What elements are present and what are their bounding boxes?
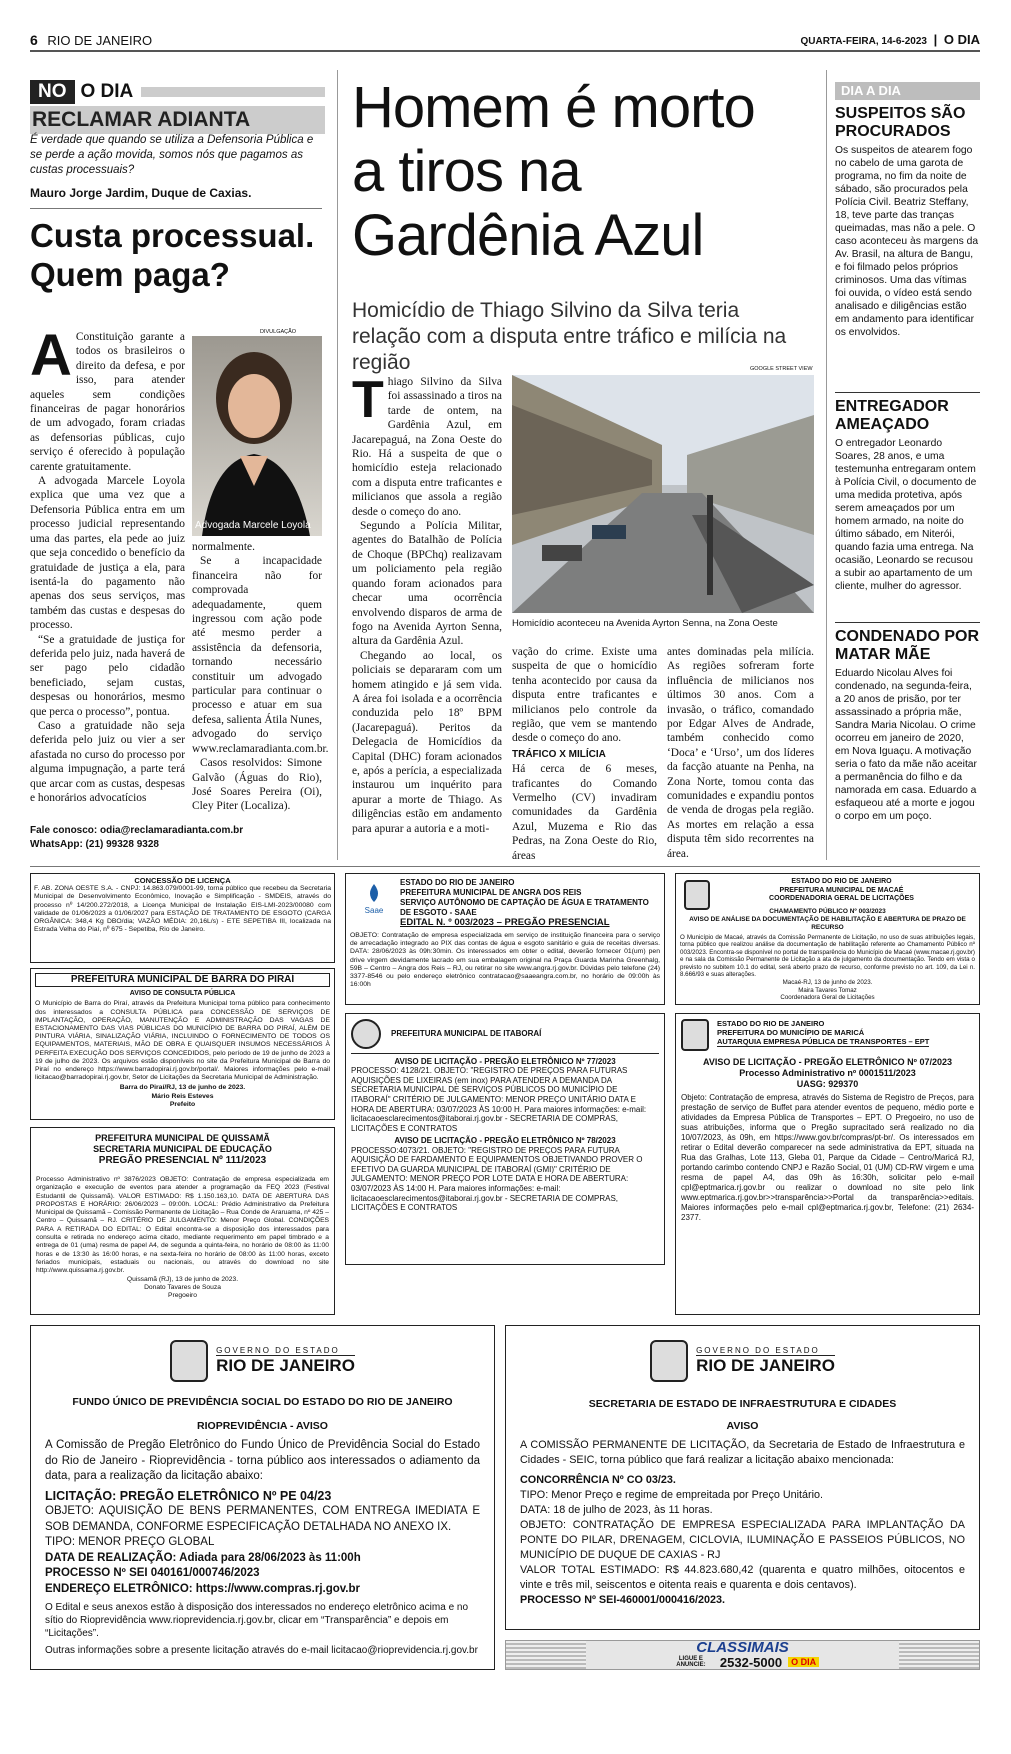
street-scene-icon [512, 375, 814, 613]
ad-quissama-sign2: Donato Tavares de Souza [144, 1283, 221, 1291]
column-body-left [30, 323, 185, 804]
contact-email: Fale conosco: odia@reclamaradianta.com.br [30, 825, 244, 836]
saae-logo [352, 882, 396, 916]
rio-intro: A Comissão de Pregão Eletrônico do Fundo Único de Previdência Social do Estado do Rio de Janeiro - Rioprevidência - torna público aos interessados o adiamento da data, para a realização da licitação abaixo: [45, 1439, 480, 1482]
column-p3: “Se a gratuidade de justiça for deferida pelo juiz, nada haverá de ser pago pelo cidadão beneficiado, sejam custas, despesas ou honorários, mesmo que perca o processo”, pontua. [30, 633, 185, 718]
divider [835, 622, 980, 623]
main-dropcap: T [352, 371, 384, 429]
ad-quissama-sign1: Quissamã (RJ), 13 de junho de 2023. [126, 1275, 239, 1283]
rio-l1: LICITAÇÃO: PREGÃO ELETRÔNICO Nº PE 04/23 [45, 1488, 332, 1503]
sidebar-title-3: CONDENADO POR MATAR MÃE [835, 628, 980, 663]
ad-marica-title3: AUTARQUIA EMPRESA PÚBLICA DE TRANSPORTES – EPT [717, 1037, 930, 1046]
ad-quissama-text: Processo Administrativo nº 3876/2023 OBJETO: Contratação de empresa especializada em organização e execução de eventos para atender a programação da FEQ 2023 (Festival Estudantil de Quissamã). VALOR ESTIMADO: R$ 1.150.163,10. DATA DE ABERTURA DAS PROPOSTAS E HORÁRIO: 26/06/2023 – 09:00h. LOCAL: Prédio Administrativo da Prefeitura Municipal de Quissamã – Comissão Permanente de Licitação – Rua Conde de Araruama, nº 425 – Centro – Quissamã – RJ. CRITÉRIO DE JULGAMENTO: Menor Preço Global. CONDIÇÕES PARA A RETIRADA DO EDITAL: O Edital encontra-se a disposição dos interessados para consulta e retirada no endereço acima citado, mediante requerimento em papel timbrado e a entrega de 01 (uma) resma de papel A4, de segunda a quinta-feira, no horário de 08:00 às 11:00 horas e de 13:30 às 16:00 horas, e na sexta-feira no horário de 08:00 às 11:00 horas, exceto feriados municipais, estaduais ou nacionais, ou através do download no site http://www.quissama.rj.gov.br. [36, 1176, 329, 1275]
column-separator [337, 70, 338, 860]
section-name: RIO DE JANEIRO [47, 33, 153, 48]
ad-itaborai [345, 1013, 665, 1265]
gov-line1: GOVERNO DO ESTADO [216, 1346, 355, 1356]
sidebar-text-3: Eduardo Nicolau Alves foi condenado, na segunda-feira, a 20 anos de prisão, por ter assassinado a própria mãe, Sandra Maria Nicolau. O crime ocorreu em janeiro de 2020, em Nova Iguaçu. A motivação seria o fato da mãe não aceitar a permanência do filho e da namorada em casa. Eduardo a esfaqueou até a morte e jogou o corpo em um poço. [835, 668, 977, 822]
sidebar-text-1: Os suspeitos de atearem fogo no cabelo de uma garota de programa, no fim da noite de sábado, são procurados pela Polícia Civil. Beatriz Steffany, 18, teve parte das tranças queimadas, mas não a pele. O caso aconteceu às margens da Av. Brasil, na altura de Bangu, e foi filmado pelos próprios criminosos. Uma das vítimas foi ouvida, o vídeo está sendo analisado e diligências estão em andamento para identificar os envolvidos. [835, 145, 979, 338]
water-drop-icon [352, 882, 396, 904]
column-p7: Casos resolvidos: Simone Galvão (Águas do Rio), José Soares Pereira (Oi), Cley Piter (Localiza). [192, 757, 322, 813]
sidebar-story-1 [835, 105, 980, 339]
column-p6: Se a incapacidade financeira não for comprovada adequadamente, quem ingressou com ação pode até mesmo perder a assistência da defensoria, tornando necessário constituir um advogado particular para continuar o processo e atuar em sua defesa, salienta Átila Nunes, advogado do serviço www.reclamaradianta.com.br. [192, 555, 329, 755]
main-headline: Homem é morto a tiros na Gardênia Azul [352, 75, 755, 268]
rio-l3: TIPO: MENOR PREÇO GLOBAL [45, 1536, 215, 1548]
main-c2head: TRÁFICO X MILÍCIA [512, 748, 606, 760]
ad-macae-signature [680, 979, 975, 1002]
ad-itaborai-h2: AVISO DE LICITAÇÃO - PREGÃO ELETRÔNICO Nº 78/2023 [394, 1136, 616, 1146]
column-signature: Mauro Jorge Jardim, Duque de Caxias. [30, 186, 252, 200]
ad-barra-sign3: Prefeito [169, 1100, 196, 1108]
ads-separator [30, 866, 980, 867]
main-col3 [667, 645, 814, 863]
classimais-odia: O DIA [788, 1657, 819, 1667]
column-kicker: RECLAMAR ADIANTA [30, 106, 325, 134]
main-subtitle: Homicídio de Thiago Silvino da Silva teria relação com a disputa entre tráfico e milícia na região [352, 299, 787, 374]
main-c2p1: vação do crime. Existe uma suspeita de que o homicídio tenha acontecido por causa da disputa entre traficantes e milicianos pelo controle da região, que vem se mantendo desde o começo do ano. [512, 646, 657, 745]
seic-l3: DATA: 18 de julho de 2023, às 11 horas. [520, 1504, 713, 1516]
ad-barra-sub: AVISO DE CONSULTA PÚBLICA [129, 990, 236, 998]
rio-sub: RIOPREVIDÊNCIA - AVISO [197, 1420, 328, 1432]
seic-body [520, 1438, 965, 1608]
ad-saae-text: OBJETO: Contratação de empresa especializada em serviço de instituição financeira para o serviço de arrecadação integrado ao PIX das contas de água e esgoto sanitário e guia de receitas diversas. DATA: 28/06/2023 às 09h:30min. Os interessados em obter o edital, deverão fornecer 01(um) pen drive virgem devidamente lacrado em sua embalagem original na Praça Guarda Marinha Greenhalg, 59B – Centro – Angra dos Reis – RJ, ou retirar no site www.angra.rj.gov.br. Dúvidas pelo telefone (24) 3377-8546 ou pelo endereço eletrônico contratacao@saaeangra.com.br, no horário de 09:00h às 16:00h [350, 932, 660, 989]
ad-macae-title1: ESTADO DO RIO DE JANEIRO [791, 878, 892, 885]
classimais-brand: CLASSIMAIS [696, 1638, 789, 1656]
ad-quissama-titles [36, 1133, 329, 1166]
ad-marica-title2: PREFEITURA DO MUNICÍPIO DE MARICÁ [717, 1028, 865, 1037]
column-p4: Caso a gratuidade não seja deferida pelo juiz ou vier a ser afastada no curso do processo por alguma impugnação, a parte terá que arcar com as custas, despesas e honorários advocatícios [30, 719, 185, 804]
main-photo-credit: GOOGLE STREET VIEW [750, 366, 813, 372]
ad-marica-header [681, 1019, 974, 1051]
lawyer-photo [192, 336, 322, 536]
sidebar-story-3 [835, 628, 980, 823]
ad-marica [675, 1013, 980, 1315]
state-coat-of-arms-icon [170, 1340, 208, 1382]
classimais-ligue: LIGUE E ANUNCIE: [676, 1656, 706, 1668]
ad-barra-title: PREFEITURA MUNICIPAL DE BARRA DO PIRAÍ [35, 973, 330, 987]
ad-itaborai-header [351, 1019, 659, 1054]
column-p2: A advogada Marcele Loyola explica que uma vez que a Defensoria Pública entra em um processo judicial representando uma das partes, ela pede ao juiz que seja concedido o benefício da gratuidade de justiça a ela, para isentá-la do pagamento não apenas dos seus serviços, mas também das custas e despesas do processo. [30, 475, 185, 632]
ad-macae-title2: PREFEITURA MUNICIPAL DE MACAÉ [779, 886, 904, 894]
seic-intro: A COMISSÃO PERMANENTE DE LICITAÇÃO, da Secretaria de Estado de Infraestrutura e Cidades - SEIC, torna público que fará realizar a licitação abaixo mencionada: [520, 1439, 965, 1466]
ad-macae-sub1: CHAMAMENTO PÚBLICO Nº 003/2023 [769, 907, 886, 915]
ad-barra-pirai [30, 968, 335, 1120]
main-col2 [512, 645, 657, 863]
macae-coat-of-arms-icon [684, 880, 710, 910]
label-brand: O DIA [80, 81, 134, 102]
column-body-right [192, 540, 329, 813]
classimais-phone-row [586, 1655, 899, 1670]
sidebar-label: DIA A DIA [835, 82, 980, 100]
ad-marica-text: Objeto: Contratação de empresa, através do Sistema de Registro de Preços, para prestação de serviço de Buffet para atender eventos de pequeno, médio porte e atividades da Empresa Pública de Transportes – EPT. O Pregoeiro, no uso de suas atribuições, informa que o Pregão supracitado será realizado no dia 10/07/2023, às 09h, em https://www.gov.br/compras/pt-br/. Os interessados em retirar o Edital deverão comparecer na sede administrativa da EPT, situada na Rua das Gralhas, Lote 113, Gleba 01, Parque da Cidade – Centro/Maricá RJ, portando carimbo contendo CNPJ e Razão Social, 01 (UM) CD-RW virgem e uma resma de papel A4, das 09h às 16:30h, solicitar pelo e-mail cpl@eptmarica.rj.gov.br ou realizar o download no site pelo link www.eptmarica.rj.gov.br>>transparência>>Portal da transparência>>editais. Maiores informações pelo e-mail cpl@eptmarica.rj.gov.br, Telefone: (21) 2634-2377. [681, 1093, 974, 1222]
sidebar-text-2: O entregador Leonardo Soares, 28 anos, e uma testemunha entregaram ontem à Polícia Civil, o documento de uma medida protetiva, após serem ameaçados por um homem armado, na noite do último sábado, em Niterói, quando fazia uma entrega. Na ocasião, Leonardo se recusou a subir ao apartamento de um cliente, mulher do agressor. [835, 438, 977, 592]
column-dropcap: A [30, 323, 72, 388]
state-coat-of-arms-icon [650, 1340, 688, 1382]
ad-macae-text: O Município de Macaé, através da Comissão Permanente de Licitação, no uso de suas atribuições legais, torna público que realizou análise da documentação de habilitação referente ao Chamamento Público nº 003/2023. Encontra-se disponível no portal de transparência do Município de Macaé (www.macae.rj.gov.br) e na sala da Comissão Permanente de Licitação a ata de julgamento da documentação. Tendo em vista o previsto no subitem 10.1 do edital, será aberto prazo de recurso, conforme previsto no art. 109, da Lei n. 8.666/93 e suas alterações. [680, 933, 975, 979]
contact-whatsapp: WhatsApp: (21) 99328 9328 [30, 839, 159, 850]
ad-itaborai-t1: PROCESSO: 4128/21. OBJETO: "REGISTRO DE PREÇOS PARA FUTURAS AQUISIÇÕES DE LIXEIRAS (em inox) PARA ATENDER A DEMANDA DA SECRETARIA MUNICIPAL DE SERVIÇOS PÚBLICOS DO MUNICÍPIO DE ITABORAÍ" CRITÉRIO DE JULGAMENTO: MENOR PREÇO UNITÁRIO DATA E HORA DE ABERTURA: 03/07/2023 ÀS 10:00 H. Para maiores informações: e-mail: licitacaoesclarecimentos@itaborai.rj.gov.br - SECRETARIA DE COMPRAS, LICITAÇÕES E CONTRATOS [351, 1066, 647, 1133]
rio-l4: DATA DE REALIZAÇÃO: Adiada para 28/06/2023 às 11:00h [45, 1551, 361, 1564]
photo-caption: Advogada Marcele Loyola [195, 520, 311, 531]
ad-barra-sign1: Barra do Piraí/RJ, 13 de junho de 2023. [119, 1084, 246, 1092]
gov-line2: RIO DE JANEIRO [216, 1356, 355, 1375]
classified-texture [899, 1641, 979, 1669]
ad-barra-text: O Município de Barra do Piraí, através da Prefeitura Municipal torna público para conhecimento dos interessados a CONSULTA PÚBLICA para CONCESSÃO DE SERVIÇOS DE IMPLANTAÇÃO, OPERAÇÃO, MANUTENÇÃO E ADMINISTRAÇÃO DAS VAGAS DE ESTACIONAMENTO DAS VIAS PÚBLICAS DO MUNICÍPIO DE BARRA DO PIRAÍ, ALÉM DE PINTURA VIÁRIA, SINALIZAÇÃO VIÁRIA, INCLUINDO O FORNECIMENTO DE TODOS OS EQUIPAMENTOS, MATERIAIS, MÃO DE OBRA E QUAISQUER INSUMOS NECESSÁRIOS À PERFEITA EXECUÇÃO DOS SERVIÇOS CONCEDIDOS, pelo período de 19 de junho de 2023 a 19 de julho de 2023. Os arquivos estão disponíveis no site da Prefeitura Municipal de Barra do Piraí no endereço https://www.barradopirai.rj.gov.br/portal/. Maiores informações pelo e-mail licitacao@barradopirai.rj.gov.br, Setor de Licitações da Secretaria Municipal de Administração. [35, 1000, 330, 1082]
ad-saae-title3: SERVIÇO AUTÔNOMO DE CAPTAÇÃO DE ÁGUA E TRATAMENTO DE ESGOTO - SAAE [400, 898, 649, 917]
ad-macae-title3: COORDENADORIA GERAL DE LICITAÇÕES [769, 895, 914, 902]
ad-seic [505, 1325, 980, 1630]
page-date: QUARTA-FEIRA, 14-6-2023 [800, 36, 927, 47]
column-header [30, 80, 325, 134]
rio-l7: O Edital e seus anexos estão à disposição dos interessados no endereço eletrônico acima e no sítio do Rioprevidência www.rioprevidencia.rj.gov.br, clicar em “Transparência” e depois em “Licitações”. [45, 1602, 469, 1639]
column-title-line1: Custa processual. [30, 217, 315, 254]
ad-saae-title2: PREFEITURA MUNICIPAL DE ANGRA DOS REIS [400, 888, 582, 897]
ad-macae-sub2: AVISO DE ANÁLISE DA DOCUMENTAÇÃO DE HABILITAÇÃO E ABERTURA DE PRAZO DE RECURSO [689, 915, 966, 931]
column-title-line2: Quem paga? [30, 256, 230, 293]
main-c3p1: antes dominadas pela milícia. As regiões sofreram forte influência de milicianos nos últimos 30 anos. Com a invasão, o tráfico, comandado por Edgar Alves de Andrade, também conhecido como ‘Doca’ e ‘Urso’, um dos líderes da facção atuante na Penha, na Zona Norte, tomou conta das comunidades e expandiu pontos de venda de drogas pela região. As mortes em relação a essa disputa têm sido recorrentes na área. [667, 646, 814, 860]
ad-barra-signature [35, 1084, 330, 1109]
ad-marica-heads [681, 1057, 974, 1090]
divider [30, 208, 322, 209]
ad-marica-titles [717, 1019, 929, 1047]
seic-l5: VALOR TOTAL ESTIMADO: R$ 44.823.680,42 (quarenta e quatro milhões, oitocentos e vinte e três mil, seiscentos e oitenta reais e quarenta e dois centavos). [520, 1564, 965, 1591]
rio-l6: ENDEREÇO ELETRÔNICO: https://www.compras.rj.gov.br [45, 1582, 360, 1595]
column-p1: Constituição garante a todos os brasileiros o direito da defesa, e por isso, para atender aqueles sem condições financeiras de pagar honorários de um advogado, foram criadas as defensorias públicas, cujo serviço é oferecido à população carente gratuitamente. [30, 331, 185, 473]
classimais-banner [505, 1640, 980, 1670]
sidebar-story-2 [835, 398, 980, 593]
ad-macae-sign1: Macaé-RJ, 13 de junho de 2023. [782, 979, 873, 987]
ad-quissama [30, 1127, 335, 1315]
main-col1 [352, 371, 502, 863]
ad-quissama-title1: PREFEITURA MUNICIPAL DE QUISSAMÃ [95, 1133, 270, 1143]
gov-logo [45, 1340, 480, 1382]
divider [835, 392, 980, 393]
header-brand: O DIA [943, 32, 980, 47]
ad-itaborai-title: PREFEITURA MUNICIPAL DE ITABORAÍ [391, 1028, 542, 1038]
ad-concessao-text: F. AB. ZONA OESTE S.A. - CNPJ: 14.863.079/0001-99, torna público que recebeu da Secretaria Municipal de Desenvolvimento Econômico, Inovação e Simplificação - SMDEIS, através do processo nº 14/200.272/2018, a Licença Municipal de Instalação EIS-LMI-2023/00080 com validade de 01/06/2023 a 01/06/2027 para ESTAÇÃO DE TRATAMENTO DE ESGOTO (CARGA ORGÂNICA: 348,4 Kg DBO/dia; VAZÃO MÉDIA: 20,16L/s) - ETE SEPETIBA III, localizada na Estrada Velha do Piaí, nº 675 - Sepetiba, Rio de Janeiro. [34, 885, 331, 934]
seic-l2: TIPO: Menor Preço e regime de empreitada por Preço Unitário. [520, 1489, 824, 1501]
ad-marica-h1: AVISO DE LICITAÇÃO - PREGÃO ELETRÔNICO Nº 07/2023 [703, 1057, 952, 1067]
ad-macae-titles [708, 878, 975, 904]
photo-credit: DIVULGAÇÃO [260, 329, 297, 335]
column-p5: normalmente. [192, 541, 255, 553]
main-c1p2: Segundo a Polícia Militar, agentes do Batalhão de Polícia de Choque (BPChq) realizavam um policiamento pela região quando foram acionados para checar uma ocorrência envolvendo disparos de arma de fogo na Avenida Ayrton Senna, altura da Gardênia Azul. [352, 520, 502, 648]
ad-concessao-title: CONCESSÃO DE LICENÇA [134, 876, 231, 885]
gov-line2: RIO DE JANEIRO [696, 1356, 835, 1375]
column-contact [30, 824, 322, 852]
gov-logo [520, 1340, 965, 1382]
seic-sub: AVISO [726, 1420, 759, 1432]
page-number: 6 [30, 32, 38, 48]
label-no: NO [30, 80, 75, 104]
ad-rioprevidencia [30, 1325, 495, 1670]
woman-portrait-icon [192, 336, 322, 536]
ad-saae-titles [400, 878, 660, 928]
ad-saae-title1: ESTADO DO RIO DE JANEIRO [400, 878, 515, 887]
ad-quissama-sign3: Pregoeiro [168, 1292, 197, 1300]
ad-marica-h2: Processo Administrativo nº 0001511/2023 [739, 1068, 916, 1078]
ad-macae-sign3: Coordenadora Geral de Licitações [780, 994, 875, 1002]
ad-marica-h3: UASG: 929370 [796, 1079, 859, 1089]
rio-body [45, 1438, 480, 1657]
ad-itaborai-t2: PROCESSO:4073/21. OBJETO: "REGISTRO DE PREÇOS PARA FUTURA AQUISIÇÃO DE FARDAMENTO E EQUIPAMENTOS OBJETIVANDO PROVER O EFETIVO DA GUARDA MUNICIPAL DE ITABORAÍ (GMI)" CRITÉRIO DE JULGAMENTO: MENOR PREÇO POR LOTE DATA E HORA DE ABERTURA: 03/07/2023 ÀS 14:00 H. Para maiores informações: e-mail: licitacaoesclarecimentos@itaborai.rj.gov.br - SECRETARIA DE COMPRAS, LICITAÇÕES E CONTRATOS [351, 1145, 643, 1213]
ad-quissama-title2: SECRETARIA MUNICIPAL DE EDUCAÇÃO [93, 1144, 272, 1154]
header-right: QUARTA-FEIRA, 14-6-2023 | O DIA [800, 32, 980, 47]
main-photo-caption: Homicídio aconteceu na Avenida Ayrton Senna, na Zona Oeste [512, 618, 778, 629]
sidebar-separator [826, 70, 827, 860]
sidebar-title-2: ENTREGADOR AMEAÇADO [835, 398, 949, 433]
gov-logo-text [216, 1346, 355, 1376]
rio-l5: PROCESSO Nº SEI 040161/000746/2023 [45, 1567, 260, 1579]
seic-l1: CONCORRÊNCIA Nº CO 03/23. [520, 1474, 676, 1486]
main-c1p1: hiago Silvino da Silva foi assassinado a tiros na tarde de ontem, na Gardênia Azul, em Jacarepaguá, na Zona Oeste do Rio. Há a suspeita de que o homicídio esteja relacionado com a disputa entre traficantes e milicianos que assola a região desde o começo do ano. [352, 376, 502, 518]
column-intro: É verdade que quando se utiliza a Defensoria Pública e se perde a ação movida, somos nós que pagamos as custas processuais? [30, 134, 314, 176]
classimais-phone: 2532-5000 [719, 1654, 783, 1670]
page-header [30, 32, 980, 52]
ad-macae-subs [680, 908, 975, 932]
ad-saae-title4: EDITAL N. º 003/2023 – PREGÃO PRESENCIAL [400, 917, 610, 928]
ad-macae [675, 873, 980, 1005]
seic-title: SECRETARIA DE ESTADO DE INFRAESTRUTURA E CIDADES [588, 1398, 897, 1410]
rio-title: FUNDO ÚNICO DE PREVIDÊNCIA SOCIAL DO ESTADO DO RIO DE JANEIRO [72, 1396, 453, 1408]
gov-logo-text [696, 1346, 835, 1376]
ad-quissama-title3: PREGÃO PRESENCIAL Nº 111/2023 [98, 1155, 267, 1166]
classified-texture [506, 1641, 586, 1669]
ad-saae-angra [345, 873, 665, 1005]
seic-l6: PROCESSO Nº SEI-460001/000416/2023. [520, 1594, 726, 1606]
marica-coat-of-arms-icon [681, 1019, 709, 1051]
main-c1p3: Chegando ao local, os policiais se depararam com um homem atingido e já sem vida. A área foi isolada e a ocorrência conduzida pelo 18º BPM (Jacarepaguá). Peritos da Delegacia de Homicídios da Capital (DHC) foram acionados e, após a perícia, a especializada instaurou um inquérito para apurar a morte de Thiago. As diligências estão em andamento para apurar a autoria e a moti- [352, 649, 502, 835]
ad-barra-sign2: Mário Reis Esteves [151, 1092, 214, 1100]
ad-macae-sign2: Maira Tavares Tomaz [798, 986, 857, 994]
ad-itaborai-h1: AVISO DE LICITAÇÃO - PREGÃO ELETRÔNICO Nº 77/2023 [394, 1057, 616, 1066]
saae-logo-text: Saae [364, 906, 384, 916]
itaborai-coat-of-arms-icon [351, 1019, 381, 1049]
seic-l4: OBJETO: CONTRATAÇÃO DE EMPRESA ESPECIALIZADA PARA IMPLANTAÇÃO DA PONTE DO PILAR, DRENAGEM, CICLOVIA, ILUMINAÇÃO E PASSEIOS PÚBLICOS, NO MUNICÍPIO DE DUQUE DE CAXIAS - RJ [520, 1519, 965, 1561]
rio-l8: Outras informações sobre a presente licitação através do e-mail licitacao@rioprevidencia.rj.gov.br [45, 1645, 478, 1656]
ad-quissama-signature [36, 1276, 329, 1301]
street-photo [512, 375, 814, 613]
main-c2p2: Há cerca de 6 meses, traficantes do Comando Vermelho (CV) invadiram comunidades da Gardênia Azul, Muzema e Rio das Pedras, na Zona Oeste do Rio, áreas [512, 763, 657, 862]
classimais-center [586, 1638, 899, 1670]
ad-concessao [30, 873, 335, 963]
ad-marica-title1: ESTADO DO RIO DE JANEIRO [717, 1019, 825, 1028]
gov-line1: GOVERNO DO ESTADO [696, 1346, 835, 1356]
sidebar-title-1: SUSPEITOS SÃO PROCURADOS [835, 105, 966, 140]
column-title [30, 216, 322, 294]
rio-l2: OBJETO: AQUISIÇÃO DE BENS PERMANENTES, COM ENTREGA IMEDIATA E SOB DEMANDA, CONFORME ESPECIFICAÇÃO DETALHADA NO ANEXO IX. [45, 1505, 480, 1533]
